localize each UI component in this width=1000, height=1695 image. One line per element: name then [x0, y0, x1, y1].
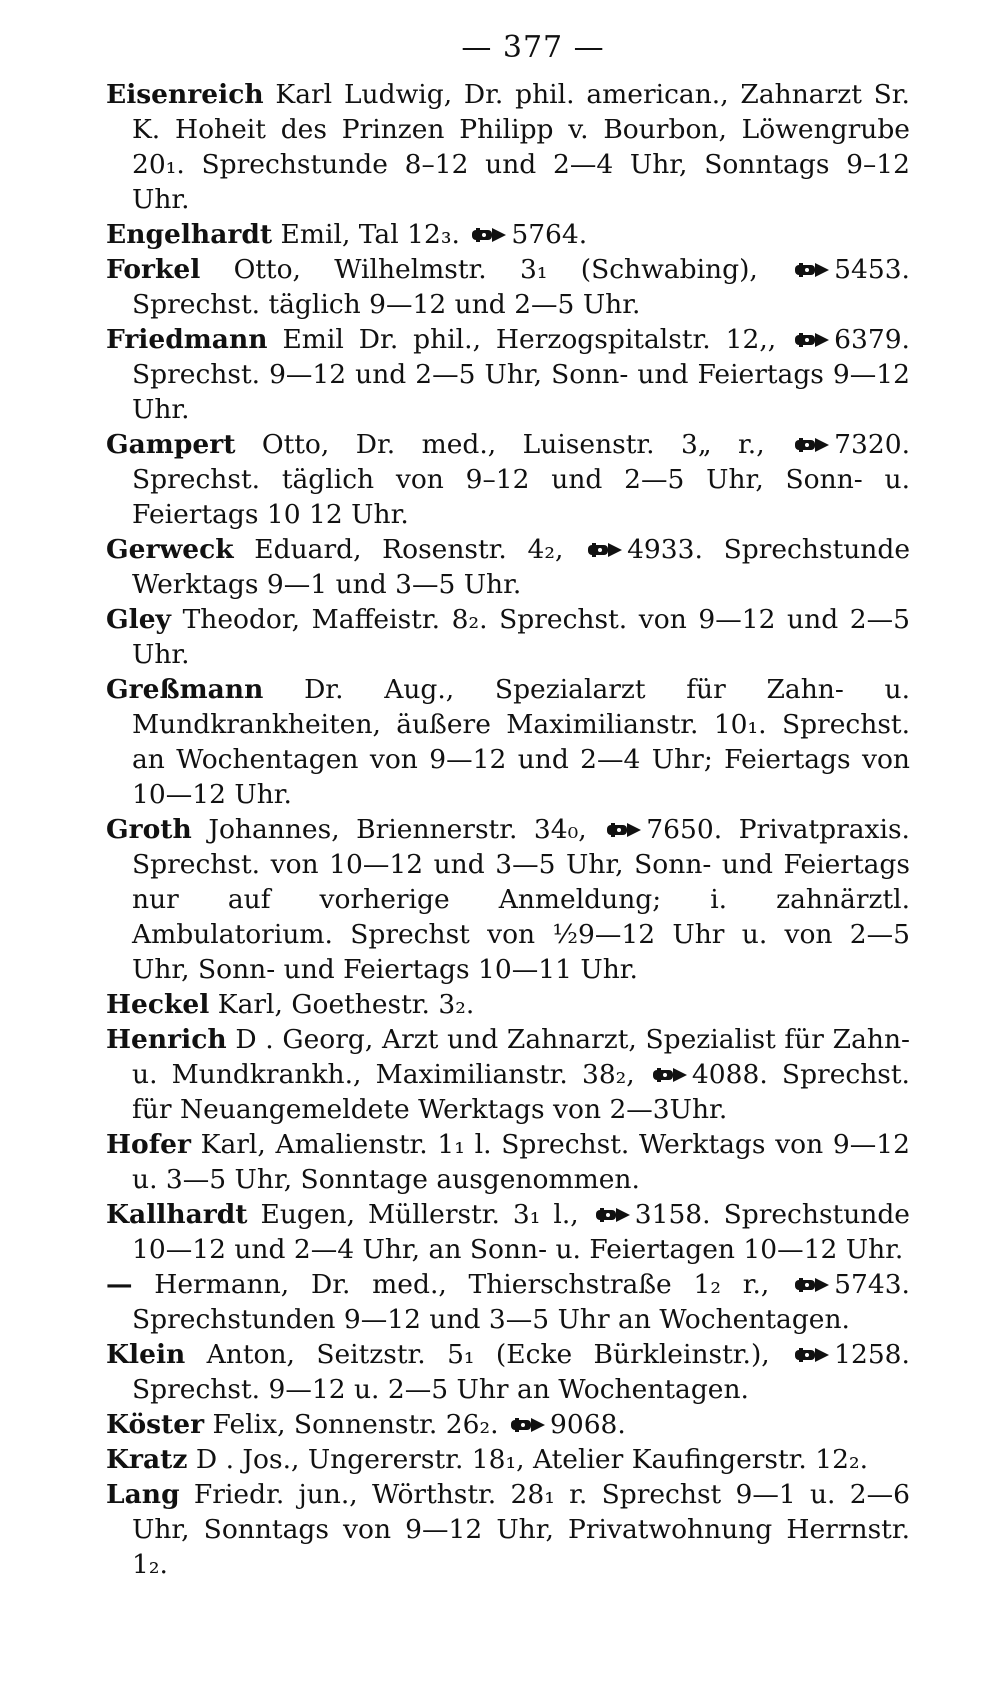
- directory-entry: [106, 812, 910, 987]
- directory-entry: [106, 1477, 910, 1582]
- phone-number: 7320.: [834, 429, 910, 460]
- directory-entry: [106, 322, 910, 427]
- entry-name: Gerweck: [106, 534, 234, 565]
- phone-number: 3158.: [634, 1199, 711, 1230]
- entry-hours: Sprechst. täglich 9—12 und 2—5 Uhr.: [132, 289, 641, 320]
- entry-text: Hermann, Dr. med., Thierschstraße 1₂ r.,: [154, 1269, 770, 1300]
- telephone-hand-icon: [605, 821, 643, 839]
- telephone-hand-icon: [470, 226, 508, 244]
- entry-text: Eugen, Müllerstr. 3₁ l.,: [260, 1199, 579, 1230]
- entry-name: Forkel: [106, 254, 201, 285]
- entry-hours: Sprechstunde 10—12 und 2—4 Uhr, an Sonn- u. Feiertagen 10—12 Uhr.: [132, 1199, 910, 1265]
- phone-number: 6379.: [834, 324, 910, 355]
- entry-name: Köster: [106, 1409, 205, 1440]
- telephone-hand-icon: [793, 1276, 831, 1294]
- telephone-hand-icon: [586, 541, 624, 559]
- entry-name: Lang: [106, 1479, 180, 1510]
- directory-entry: [106, 77, 910, 217]
- entry-hours: Sprechstunden 9—12 und 3—5 Uhr an Wochentagen.: [132, 1304, 850, 1335]
- directory-entry: [106, 1022, 910, 1127]
- entry-name: Klein: [106, 1339, 186, 1370]
- phone-number: 5453.: [834, 254, 910, 285]
- entry-text: Karl, Goethestr. 3₂.: [217, 989, 475, 1020]
- directory-entry: [106, 217, 910, 252]
- entry-name: Greßmann: [106, 674, 264, 705]
- page-number: — 377 —: [461, 30, 605, 65]
- directory-entry: [106, 602, 910, 672]
- telephone-hand-icon: [793, 331, 831, 349]
- telephone-hand-icon: [793, 436, 831, 454]
- entry-text: Emil Dr. phil., Herzogspitalstr. 12,,: [282, 324, 777, 355]
- entry-text: D . Jos., Ungererstr. 18₁, Atelier Kaufingerstr. 12₂.: [195, 1444, 869, 1475]
- telephone-hand-icon: [651, 1066, 689, 1084]
- telephone-hand-icon: [509, 1416, 547, 1434]
- directory-entry: [106, 252, 910, 322]
- directory-entry: [106, 427, 910, 532]
- entry-hours: Privatpraxis. Sprechst. von 10—12 und 3—5 Uhr, Sonn- und Feiertags nur auf vorherige Anmeldung; i. zahnärztl. Ambulatorium. Sprechst von ½9—12 Uhr u. von 2—5 Uhr, Sonn- und Feiertags 10—11 Uhr.: [132, 814, 910, 985]
- entry-text: Otto, Dr. med., Luisenstr. 3„ r.,: [261, 429, 765, 460]
- entry-text: Felix, Sonnenstr. 26₂.: [212, 1409, 499, 1440]
- entry-name: —: [106, 1269, 133, 1300]
- phone-number: 1258.: [834, 1339, 910, 1370]
- entry-text: Friedr. jun., Wörthstr. 28₁ r. Sprechst 9—1 u. 2—6 Uhr, Sonntags von 9—12 Uhr, Privatwohnung Herrnstr. 1₂.: [132, 1479, 910, 1580]
- entry-hours: Sprechstunde Werktags 9—1 und 3—5 Uhr.: [132, 534, 910, 600]
- entry-text: Karl, Amalienstr. 1₁ l. Sprechst. Werktags von 9—12 u. 3—5 Uhr, Sonntage ausgenommen.: [132, 1129, 910, 1195]
- entry-text: Johannes, Briennerstr. 34₀,: [208, 814, 587, 845]
- directory-entry: [106, 672, 910, 812]
- telephone-hand-icon: [594, 1206, 632, 1224]
- directory-entry: [106, 1337, 910, 1407]
- entry-text: Karl Ludwig, Dr. phil. american., Zahnarzt Sr. K. Hoheit des Prinzen Philipp v. Bourbon, Löwengrube 20₁. Sprechstunde 8–12 und 2—4 Uhr, Sonntags 9–12 Uhr.: [132, 79, 910, 215]
- directory-entry: [106, 1442, 910, 1477]
- entry-name: Eisenreich: [106, 79, 264, 110]
- entry-hours: Sprechst. für Neuangemeldete Werktags von 2—3Uhr.: [132, 1059, 910, 1125]
- entry-list: [106, 77, 910, 1582]
- entry-name: Gampert: [106, 429, 236, 460]
- directory-entry: [106, 1407, 910, 1442]
- entry-name: Heckel: [106, 989, 210, 1020]
- phone-number: 5743.: [834, 1269, 910, 1300]
- telephone-hand-icon: [793, 1346, 831, 1364]
- entry-name: Engelhardt: [106, 219, 273, 250]
- entry-hours: Sprechst. täglich von 9–12 und 2—5 Uhr, Sonn- u. Feiertags 10 12 Uhr.: [132, 464, 910, 530]
- entry-text: Otto, Wilhelmstr. 3₁ (Schwabing),: [233, 254, 758, 285]
- phone-number: 9068.: [549, 1409, 626, 1440]
- phone-number: 5764.: [511, 219, 588, 250]
- directory-entry: [106, 987, 910, 1022]
- directory-entry: [106, 1197, 910, 1267]
- entry-name: Kratz: [106, 1444, 188, 1475]
- entry-name: Friedmann: [106, 324, 268, 355]
- entry-text: Theodor, Maffeistr. 8₂. Sprechst. von 9—12 und 2—5 Uhr.: [132, 604, 910, 670]
- telephone-hand-icon: [793, 261, 831, 279]
- entry-hours: Sprechst. 9—12 u. 2—5 Uhr an Wochentagen.: [132, 1374, 749, 1405]
- phone-number: 4088.: [691, 1059, 768, 1090]
- entry-text: D . Georg, Arzt und Zahnarzt, Spezialist für Zahn- u. Mundkrankh., Maximilianstr. 38₂,: [132, 1024, 910, 1090]
- entry-text: Eduard, Rosenstr. 4₂,: [254, 534, 564, 565]
- directory-entry: [106, 532, 910, 602]
- entry-text: Dr. Aug., Spezialarzt für Zahn- u. Mundkrankheiten, äußere Maximilianstr. 10₁. Sprechst. an Wochentagen von 9—12 und 2—4 Uhr; Feiertags von 10—12 Uhr.: [132, 674, 910, 810]
- directory-entry: [106, 1127, 910, 1197]
- entry-name: Gley: [106, 604, 171, 635]
- phone-number: 4933.: [627, 534, 703, 565]
- entry-name: Kallhardt: [106, 1199, 248, 1230]
- entry-name: Hofer: [106, 1129, 191, 1160]
- directory-entry: [106, 1267, 910, 1337]
- entry-name: Henrich: [106, 1024, 227, 1055]
- entry-text: Emil, Tal 12₃.: [280, 219, 460, 250]
- entry-name: Groth: [106, 814, 192, 845]
- phone-number: 7650.: [646, 814, 723, 845]
- entry-hours: Sprechst. 9—12 und 2—5 Uhr, Sonn- und Feiertags 9—12 Uhr.: [132, 359, 910, 425]
- entry-text: Anton, Seitzstr. 5₁ (Ecke Bürkleinstr.),: [206, 1339, 770, 1370]
